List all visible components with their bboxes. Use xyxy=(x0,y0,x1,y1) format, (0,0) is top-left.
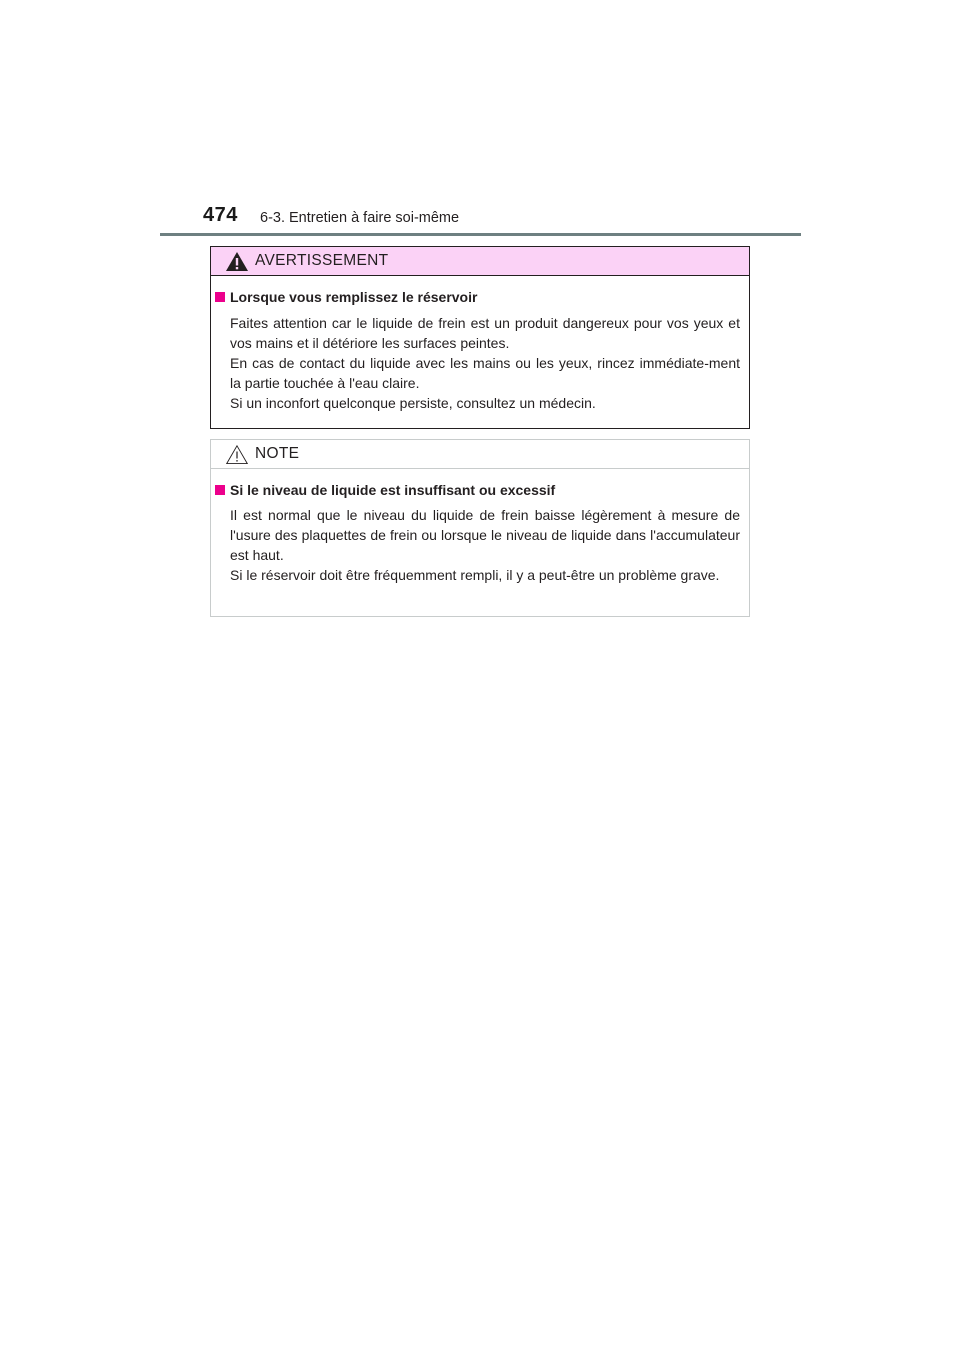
note-heading-text: Si le niveau de liquide est insuffisant ou excessif xyxy=(230,482,556,498)
warning-heading-text: Lorsque vous remplissez le réservoir xyxy=(230,289,478,305)
warning-triangle-outline-icon xyxy=(225,444,249,465)
warning-box xyxy=(210,246,750,429)
warning-paragraph: Si un inconfort quelconque persiste, consultez un médecin. xyxy=(230,395,596,411)
warning-item-heading xyxy=(215,289,477,305)
page-number: 474 xyxy=(203,204,238,226)
page-header xyxy=(160,204,801,236)
header-rule xyxy=(160,233,801,236)
note-box xyxy=(210,439,750,617)
note-item-heading xyxy=(215,482,555,498)
note-paragraph xyxy=(230,505,740,585)
section-title: 6-3. Entretien à faire soi-même xyxy=(260,210,460,226)
note-label: NOTE xyxy=(255,445,300,462)
warning-label: AVERTISSEMENT xyxy=(255,252,389,269)
note-text-1: Il est normal que le niveau du liquide de frein baisse légèrement à mesure de l'usure des plaquettes de frein ou lorsque le niveau de liquide dans l'accumulateur est haut. Si le réservoir doit être fréquemment rempli, il y a peut-être un problème grave. xyxy=(230,507,740,583)
warning-box-header xyxy=(211,247,749,276)
square-bullet-icon xyxy=(215,485,225,495)
square-bullet-icon xyxy=(215,292,225,302)
note-box-header xyxy=(211,440,749,469)
warning-paragraph xyxy=(230,313,740,393)
warning-text-1: Faites attention car le liquide de frein est un produit dangereux pour vos yeux et vos mains et il détériore les surfaces peintes. En cas de contact du liquide avec les mains ou les yeux, rincez immédiate-ment la partie touchée à l'eau claire. xyxy=(230,315,740,391)
warning-triangle-filled-icon xyxy=(225,251,249,272)
